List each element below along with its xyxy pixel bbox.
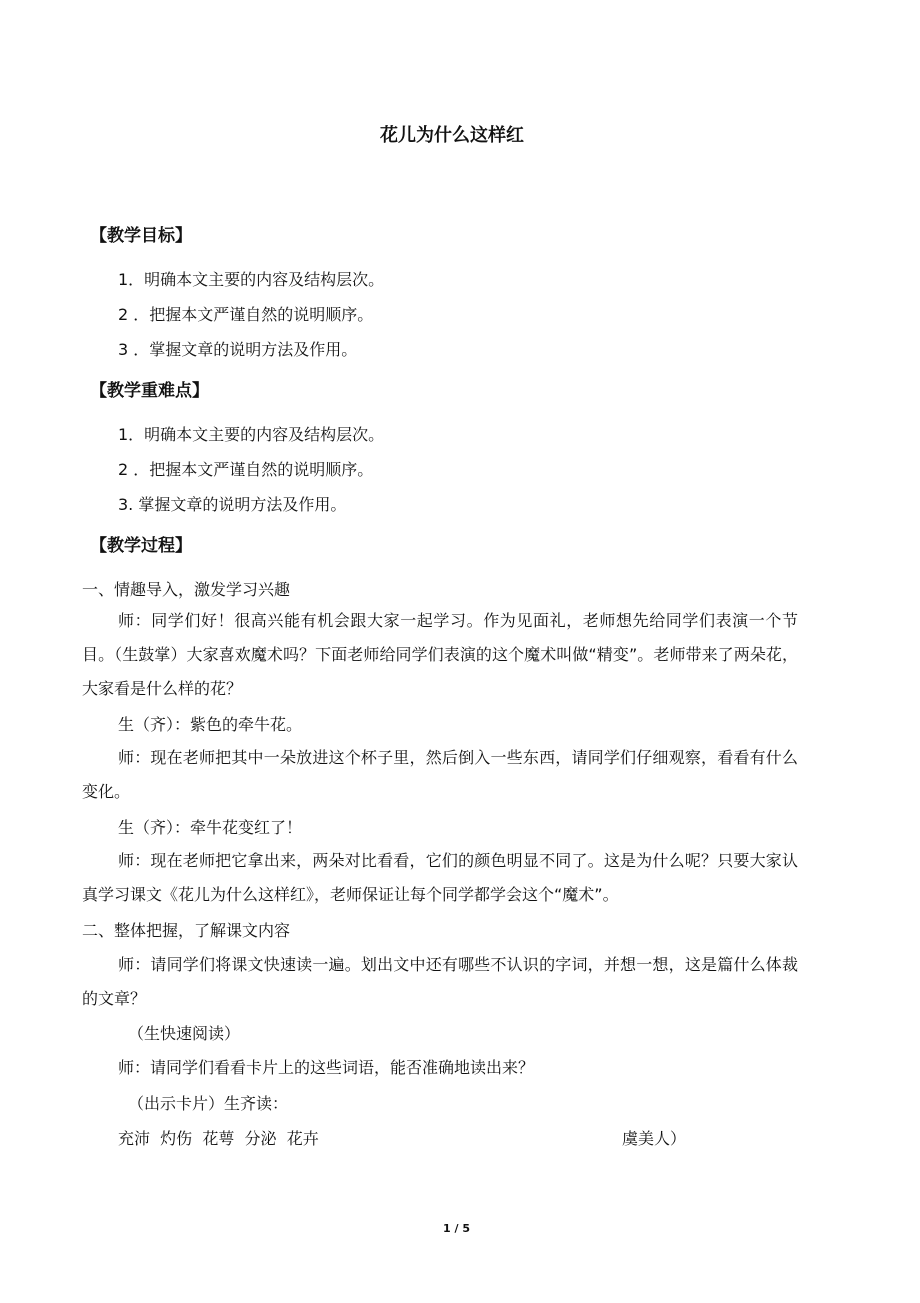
key-point-item: 1．明确本文主要的内容及结构层次。 <box>118 425 385 444</box>
paragraph: 师：请同学们将课文快速读一遍。划出文中还有哪些不认识的字词，并想一想，这是篇什么体裁的文章？ <box>82 955 798 1008</box>
key-point-item: 3. 掌握文章的说明方法及作用。 <box>118 495 347 514</box>
paragraph: 师：请同学们看看卡片上的这些词语，能否准确地读出来？ <box>118 1058 535 1077</box>
page-number: 1 / 5 <box>443 1222 470 1235</box>
vocabulary-words-right: 虞美人） <box>622 1129 687 1148</box>
objective-item: 1．明确本文主要的内容及结构层次。 <box>118 270 385 289</box>
paragraph: 师：现在老师把它拿出来，两朵对比看看，它们的颜色明显不同了。这是为什么呢？只要大家认真学习课文《花儿为什么这样红》，老师保证让每个同学都学会这个“魔术”。 <box>82 851 798 904</box>
process-heading: 【教学过程】 <box>90 536 192 556</box>
paragraph: 生（齐）：牵牛花变红了！ <box>118 818 303 837</box>
document-title: 花儿为什么这样红 <box>380 125 524 146</box>
section-title: 一、情趣导入，激发学习兴趣 <box>82 580 291 599</box>
paragraph: 师：现在老师把其中一朵放进这个杯子里，然后倒入一些东西，请同学们仔细观察，看看有什么变化。 <box>82 748 798 801</box>
section-title: 二、整体把握，了解课文内容 <box>82 921 291 940</box>
vocabulary-words: 充沛 灼伤 花萼 分泌 花卉 <box>118 1129 319 1148</box>
paragraph: （出示卡片）生齐读： <box>128 1094 289 1113</box>
objective-item: 2 ．把握本文严谨自然的说明顺序。 <box>118 305 374 324</box>
paragraph: 生（齐）：紫色的牵牛花。 <box>118 715 303 734</box>
paragraph: （生快速阅读） <box>128 1024 241 1043</box>
paragraph: 师：同学们好！很高兴能有机会跟大家一起学习。作为见面礼，老师想先给同学们表演一个节目。（生鼓掌）大家喜欢魔术吗？下面老师给同学们表演的这个魔术叫做“精变”。老师带来了两朵花，大家看是什么样的花？ <box>82 611 798 698</box>
objective-item: 3 ．掌握文章的说明方法及作用。 <box>118 340 358 359</box>
key-point-item: 2 ．把握本文严谨自然的说明顺序。 <box>118 460 374 479</box>
key-points-heading: 【教学重难点】 <box>90 381 209 401</box>
objectives-heading: 【教学目标】 <box>90 226 192 246</box>
